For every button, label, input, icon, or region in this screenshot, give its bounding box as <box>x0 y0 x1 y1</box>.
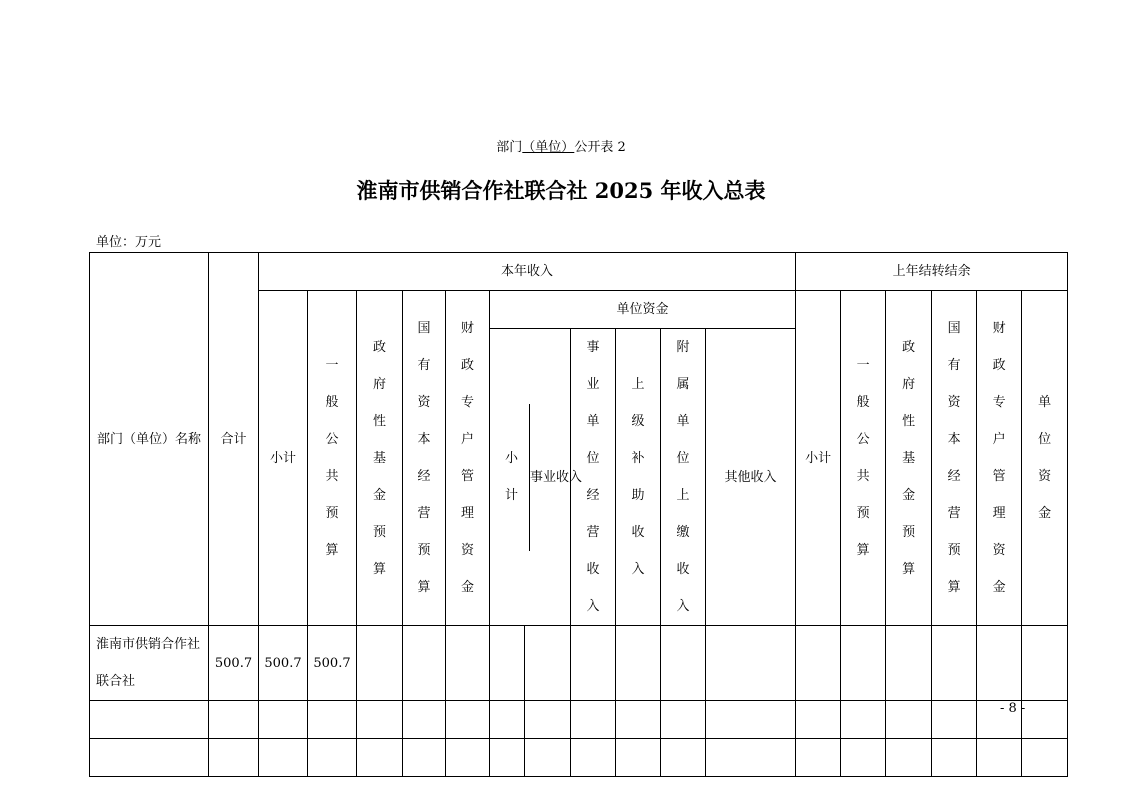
page-number: - 8 - <box>1000 701 1026 716</box>
cell-empty <box>796 626 841 701</box>
header-co-state-capital: 国有资本经营预算 <box>932 291 977 626</box>
header-co-gov-fund: 政府性基金预算 <box>886 291 932 626</box>
cell-empty <box>403 626 446 701</box>
cell-empty <box>706 626 796 701</box>
cell-department-name: 淮南市供销合作社联合社 <box>90 626 209 701</box>
header-uf-operating-income: 事业单位经营收入 <box>571 329 616 626</box>
header-unit-funds: 单位资金 <box>490 291 796 329</box>
cell-total: 500.7 <box>209 626 259 701</box>
cell-empty <box>661 626 706 701</box>
cell-empty <box>616 626 661 701</box>
header-uf-other-income: 其他收入 <box>706 329 796 626</box>
table-row <box>90 626 1068 701</box>
cell-cy-general-budget: 500.7 <box>308 626 357 701</box>
header-co-subtotal: 小计 <box>796 291 841 626</box>
cell-empty <box>932 626 977 701</box>
header-department-name: 部门（单位）名称 <box>90 253 209 626</box>
header-carryover-balance: 上年结转结余 <box>796 253 1068 291</box>
cell-empty <box>490 626 525 701</box>
unit-note: 单位：万元 <box>96 235 162 250</box>
cell-empty <box>571 626 616 701</box>
cell-empty <box>1022 626 1068 701</box>
header-cy-general-budget: 一般公共预算 <box>308 291 357 626</box>
header-co-unit-funds: 单位资金 <box>1022 291 1068 626</box>
header-uf-affiliated-income: 附属单位上缴收入 <box>661 329 706 626</box>
header-uf-subsidy-income: 上级补助收入 <box>616 329 661 626</box>
cell-empty <box>357 626 403 701</box>
cell-empty <box>886 626 932 701</box>
cell-empty <box>977 626 1022 701</box>
income-summary-table <box>89 252 1068 777</box>
header-uf-subtotal <box>490 329 583 626</box>
header-co-general-budget: 一般公共预算 <box>841 291 886 626</box>
header-current-year-income: 本年收入 <box>259 253 796 291</box>
table-code-unit: （单位） <box>522 140 575 155</box>
cell-empty <box>525 626 571 701</box>
header-cy-special-fund: 财政专户管理资金 <box>446 291 490 626</box>
header-uf-business-income: 事业收入 <box>530 469 583 485</box>
header-uf-subtotal-label: 小计 <box>494 404 530 551</box>
table-code-label <box>0 136 1122 155</box>
cell-empty <box>446 626 490 701</box>
table-code-suffix: 公开表 2 <box>574 140 626 155</box>
header-cy-subtotal: 小计 <box>259 291 308 626</box>
header-cy-gov-fund: 政府性基金预算 <box>357 291 403 626</box>
header-co-special-fund: 财政专户管理资金 <box>977 291 1022 626</box>
table-row <box>90 739 1068 777</box>
table-code-prefix: 部门 <box>496 140 523 155</box>
cell-empty <box>841 626 886 701</box>
header-cy-state-capital: 国有资本经营预算 <box>403 291 446 626</box>
table-row <box>90 701 1068 739</box>
document-title: 淮南市供销合作社联合社 2025 年收入总表 <box>356 178 766 203</box>
cell-cy-subtotal: 500.7 <box>259 626 308 701</box>
header-total: 合计 <box>209 253 259 626</box>
